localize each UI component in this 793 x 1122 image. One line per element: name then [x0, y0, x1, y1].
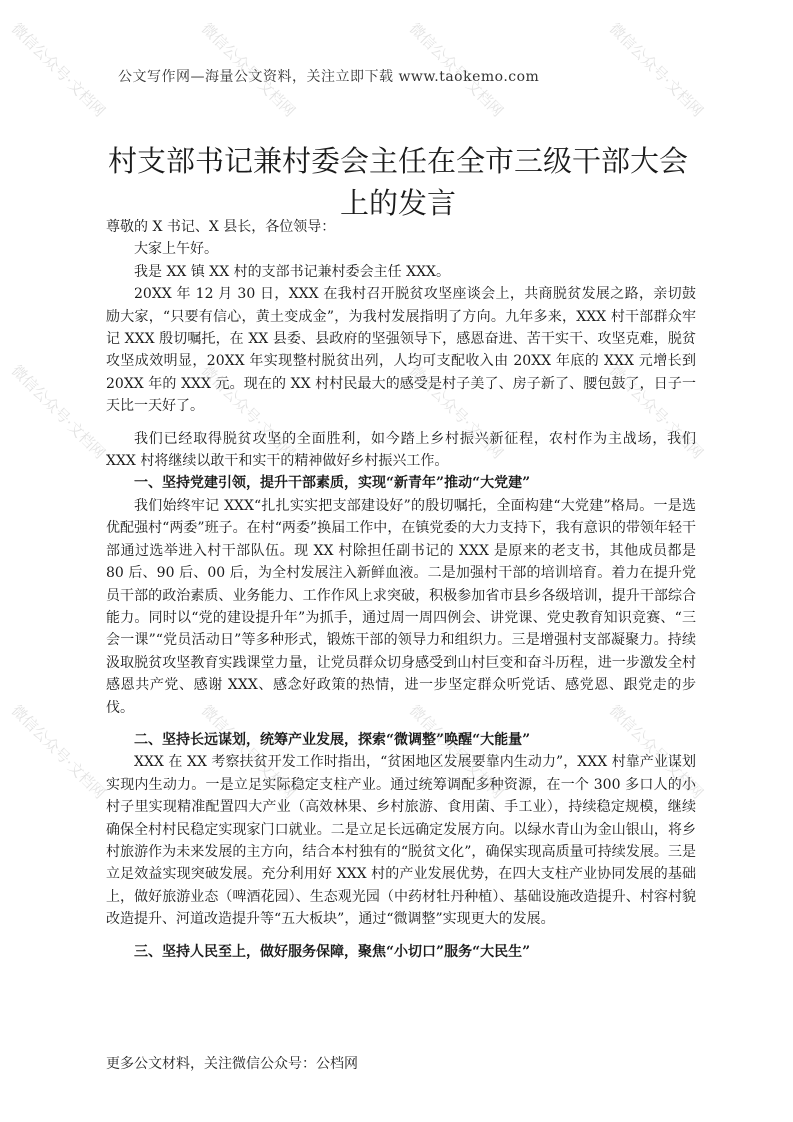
document-body [106, 216, 696, 963]
page-footer: 更多公文材料，关注微信公众号：公档网 [106, 1056, 358, 1072]
watermark-text: 微信公众号·文档网 [7, 19, 109, 121]
greeting: 尊敬的 X 书记、X 县长，各位领导： [106, 219, 336, 235]
section-heading-3: 三、坚持人民至上，做好服务保障，聚焦“小切口”服务“大民生” [134, 943, 531, 960]
page-header: 公文写作网—海量公文资料，关注立即下载 www.taokemo.com [118, 69, 540, 85]
title-line-1: 村支部书记兼村委会主任在全市三级干部大会 [107, 144, 688, 178]
watermark-text: 微信公众号·文档网 [197, 19, 299, 121]
watermark-text: 微信公众号·文档网 [605, 361, 707, 463]
paragraph-industry: XXX 在 XX 考察扶贫开发工作时指出，“贫困地区发展要靠内生动力”，XXX 村靠产业谋划实现内生动力。一是立足实际稳定支柱产业。通过统筹调配多种资源，在一个 300 多口人的小村子里实现精准配置四大产业（高效林果、乡村旅游、食用菌、手工业），持续稳定规模，继续确保全村村民稳定实现家门口就业。二是立足长远确定发展方向。以绿水青山为金山银山，将乡村旅游作为未来发展的主方向，结合本村独有的“脱贫文化”，确保实现高质量可持续发展。三是立足效益实现突破发展。充分利用好 XXX 村的产业发展优势，在四大支柱产业协同发展的基础上，做好旅游业态（啤酒花园）、生态观光园（中药材牡丹种植）、基础设施改造提升、村容村貌改造提升、河道改造提升等“五大板块”，通过“微调整”实现更大的发展。 [106, 754, 696, 928]
document-title [98, 140, 698, 224]
section-heading-2: 二、坚持长远谋划，统筹产业发展，探索“微调整”唤醒“大能量” [134, 731, 531, 748]
watermark-text: 微信公众号·文档网 [605, 701, 707, 803]
watermark-text: 微信公众号·文档网 [7, 701, 109, 803]
paragraph-greeting-morning: 大家上午好。 [134, 241, 218, 258]
watermark-text: 微信公众号·文档网 [197, 701, 299, 803]
watermark-text: 微信公众号·文档网 [405, 701, 507, 803]
watermark-text: 微信公众号·文档网 [405, 19, 507, 121]
paragraph-rural-revitalization: 我们已经取得脱贫攻坚的全面胜利，如今踏上乡村振兴新征程，农村作为主战场，我们 XXX 村将继续以敢干和实干的精神做好乡村振兴工作。 [106, 430, 696, 470]
watermark-text: 微信公众号·文档网 [197, 361, 299, 463]
paragraph-poverty-history: 20XX 年 12 月 30 日，XXX 在我村召开脱贫攻坚座谈会上，共商脱贫发展之路，亲切鼓励大家，“只要有信心，黄土变成金”，为我村发展指明了方向。九年多来，XXX 村干部群众牢记 XXX 殷切嘱托，在 XX 县委、县政府的坚强领导下，感恩奋进、苦干实干、攻坚克难，脱贫攻坚成效明显，20XX 年实现整村脱贫出列，人均可支配收入由 20XX 年底的 XXX 元增长到 20XX 年的 XXX 元。现在的 XX 村村民最大的感受是村子美了、房子新了、腰包鼓了，日子一天比一天好了。 [106, 286, 696, 415]
title-line-2: 上的发言 [339, 186, 456, 220]
paragraph-party-building: 我们始终牢记 XXX“扎扎实实把支部建设好”的殷切嘱托，全面构建“大党建”格局。一是选优配强村“两委”班子。在村“两委”换届工作中，在镇党委的大力支持下，我有意识的带领年轻干部通过选举进入村干部队伍。现 XX 村除担任副书记的 XXX 是原来的老支书，其他成员都是 80 后、90 后、00 后，为全村发展注入新鲜血液。二是加强村干部的培训培育。着力在提升党员干部的政治素质、业务能力、工作作风上求突破，积极参加省市县乡各级培训，提升干部综合能力。同时以“党的建设提升年”为抓手，通过周一周四例会、讲党课、党史教育知识竞赛、“三会一课”“党员活动日”等多种形式，锻炼干部的领导力和组织力。三是增强村支部凝聚力。持续汲取脱贫攻坚教育实践课堂力量，让党员群众切身感受到山村巨变和奋斗历程，进一步激发全村感恩共产党、感谢 XXX、感念好政策的热情，进一步坚定群众听党话、感党恩、跟党走的步伐。 [106, 497, 696, 716]
section-heading-1: 一、坚持党建引领，提升干部素质，实现“新青年”推动“大党建” [134, 475, 531, 492]
watermark-text: 微信公众号·文档网 [405, 361, 507, 463]
paragraph-self-intro: 我是 XX 镇 XX 村的支部书记兼村委会主任 XXX。 [134, 263, 451, 280]
watermark-text: 微信公众号·文档网 [7, 361, 109, 463]
watermark-text: 微信公众号·文档网 [605, 19, 707, 121]
